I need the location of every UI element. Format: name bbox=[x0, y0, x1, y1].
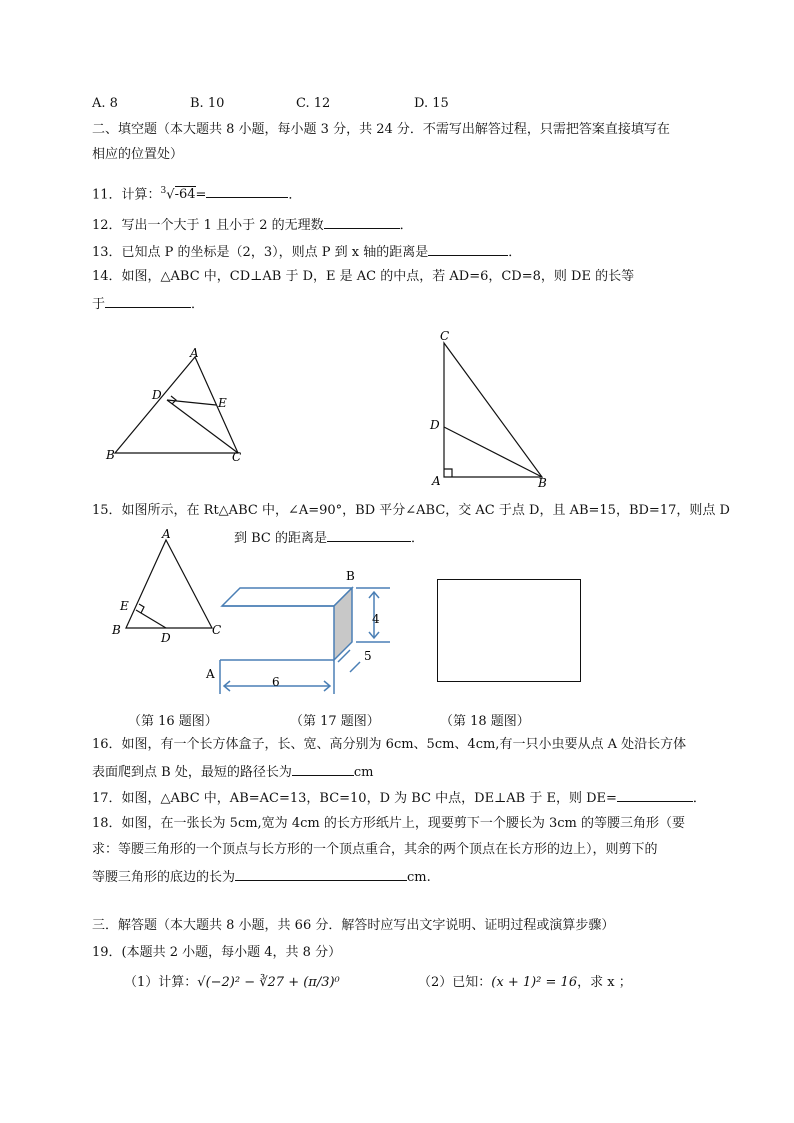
question-16: 16．如图，有一个长方体盒子，长、宽、高分别为 6cm、5cm、4cm,有一只小虫要从点 A 处沿长方体 bbox=[92, 737, 687, 752]
label-d: D bbox=[430, 418, 440, 432]
question-11: 11．计算：$^3$√-64= ． bbox=[92, 186, 302, 203]
top-face bbox=[222, 588, 352, 606]
label-d: D bbox=[161, 631, 171, 643]
section3-heading: 三．解答题（本大题共 8 小题，共 66 分．解答时应写出文字说明、证明过程或演算步骤） bbox=[92, 918, 615, 933]
label-b: B bbox=[106, 448, 115, 462]
question-19-part1: （1）计算：√(−2)² − ∛27 + (π/3)⁰ bbox=[124, 975, 340, 990]
caption-fig16: （第 16 题图） bbox=[128, 714, 218, 729]
side-face bbox=[334, 588, 352, 660]
question-12: 12．写出一个大于 1 且小于 2 的无理数 ． bbox=[92, 215, 413, 235]
question-14: 14．如图，△ABC 中，CD⊥AB 于 D，E 是 AC 的中点，若 AD=6，CD=8，则 DE 的长等 bbox=[92, 269, 635, 284]
question-19-part2: （2）已知：(x + 1)² = 16，求 x ； bbox=[418, 975, 632, 990]
label-a: A bbox=[206, 667, 215, 681]
label-e: E bbox=[218, 396, 227, 410]
answer-blank-13[interactable] bbox=[428, 242, 508, 256]
question-15: 15．如图所示，在 Rt△ABC 中，∠A=90°，BD 平分∠ABC，交 AC 于点 D，且 AB=15，BD=17，则点 D bbox=[92, 503, 730, 518]
question-14-cont: 于 ． bbox=[92, 294, 204, 314]
question-13: 13．已知点 P 的坐标是（2，3），则点 P 到 x 轴的距离是 ． bbox=[92, 242, 521, 262]
answer-blank-17[interactable] bbox=[617, 788, 693, 802]
caption-fig18: （第 18 题图） bbox=[440, 714, 530, 729]
option-a: A. 8 bbox=[92, 96, 118, 111]
label-c: C bbox=[232, 450, 242, 464]
section2-heading: 二、填空题（本大题共 8 小题，每小题 3 分，共 24 分．不需写出解答过程，只需把答案直接填写在 bbox=[92, 122, 670, 137]
label-a: A bbox=[432, 474, 441, 488]
question-18: 18．如图，在一张长为 5cm,宽为 4cm 的长方形纸片上，现要剪下一个腰长为 3cm 的等腰三角形（要 bbox=[92, 816, 685, 831]
answer-blank-15[interactable] bbox=[327, 528, 411, 542]
triangle-abc bbox=[444, 343, 542, 477]
option-d: D. 15 bbox=[414, 96, 449, 111]
question-17: 17．如图，△ABC 中，AB=AC=13，BC=10，D 为 BC 中点，DE⊥AB 于 E，则 DE= ． bbox=[92, 788, 706, 808]
option-c: C. 12 bbox=[296, 96, 331, 111]
section2-heading-cont: 相应的位置处） bbox=[92, 147, 184, 162]
segment-de bbox=[167, 400, 216, 405]
caption-fig17: （第 17 题图） bbox=[290, 714, 380, 729]
question-19: 19．(本题共 2 小题，每小题 4，共 8 分） bbox=[92, 945, 342, 960]
label-c: C bbox=[440, 329, 450, 343]
width-arrow-b bbox=[350, 662, 360, 672]
width-label: 5 bbox=[364, 649, 372, 663]
height-label: 4 bbox=[372, 612, 380, 626]
label-e: E bbox=[120, 599, 129, 613]
label-c: C bbox=[212, 623, 222, 637]
label-a: A bbox=[190, 346, 199, 360]
option-b: B. 10 bbox=[190, 96, 225, 111]
answer-blank-11[interactable] bbox=[206, 184, 288, 198]
expression-19-1: √(−2)² − ∛27 + (π/3)⁰ bbox=[197, 975, 340, 990]
question-18-cont2: 等腰三角形的底边的长为 cm. bbox=[92, 867, 431, 887]
figure-q15-right-triangle bbox=[420, 325, 560, 490]
answer-blank-14[interactable] bbox=[105, 294, 191, 308]
figure-q17-cuboid bbox=[200, 562, 410, 702]
answer-blank-16[interactable] bbox=[292, 762, 354, 776]
segment-bd bbox=[444, 427, 542, 477]
answer-blank-18[interactable] bbox=[235, 867, 407, 881]
label-b: B bbox=[538, 476, 547, 490]
length-label: 6 bbox=[272, 675, 280, 689]
segment-cd bbox=[167, 400, 238, 453]
label-d: D bbox=[152, 388, 162, 402]
question-15-cont: 到 BC 的距离是 ． bbox=[234, 528, 424, 548]
figure-q14-triangle bbox=[100, 345, 260, 465]
right-angle-mark bbox=[444, 469, 452, 477]
label-a: A bbox=[162, 528, 171, 541]
radical-sign: √ bbox=[166, 187, 175, 203]
expression-19-2: (x + 1)² = 16 bbox=[491, 975, 578, 990]
figure-q18-rectangle bbox=[437, 579, 581, 682]
answer-blank-12[interactable] bbox=[324, 215, 400, 229]
question-18-cont: 求：等腰三角形的一个顶点与长方形的一个顶点重合，其余的两个顶点在长方形的边上），则剪下的 bbox=[92, 842, 658, 857]
label-b: B bbox=[112, 623, 121, 637]
question-16-cont: 表面爬到点 B 处，最短的路径长为 cm bbox=[92, 762, 373, 782]
label-b: B bbox=[346, 569, 355, 583]
